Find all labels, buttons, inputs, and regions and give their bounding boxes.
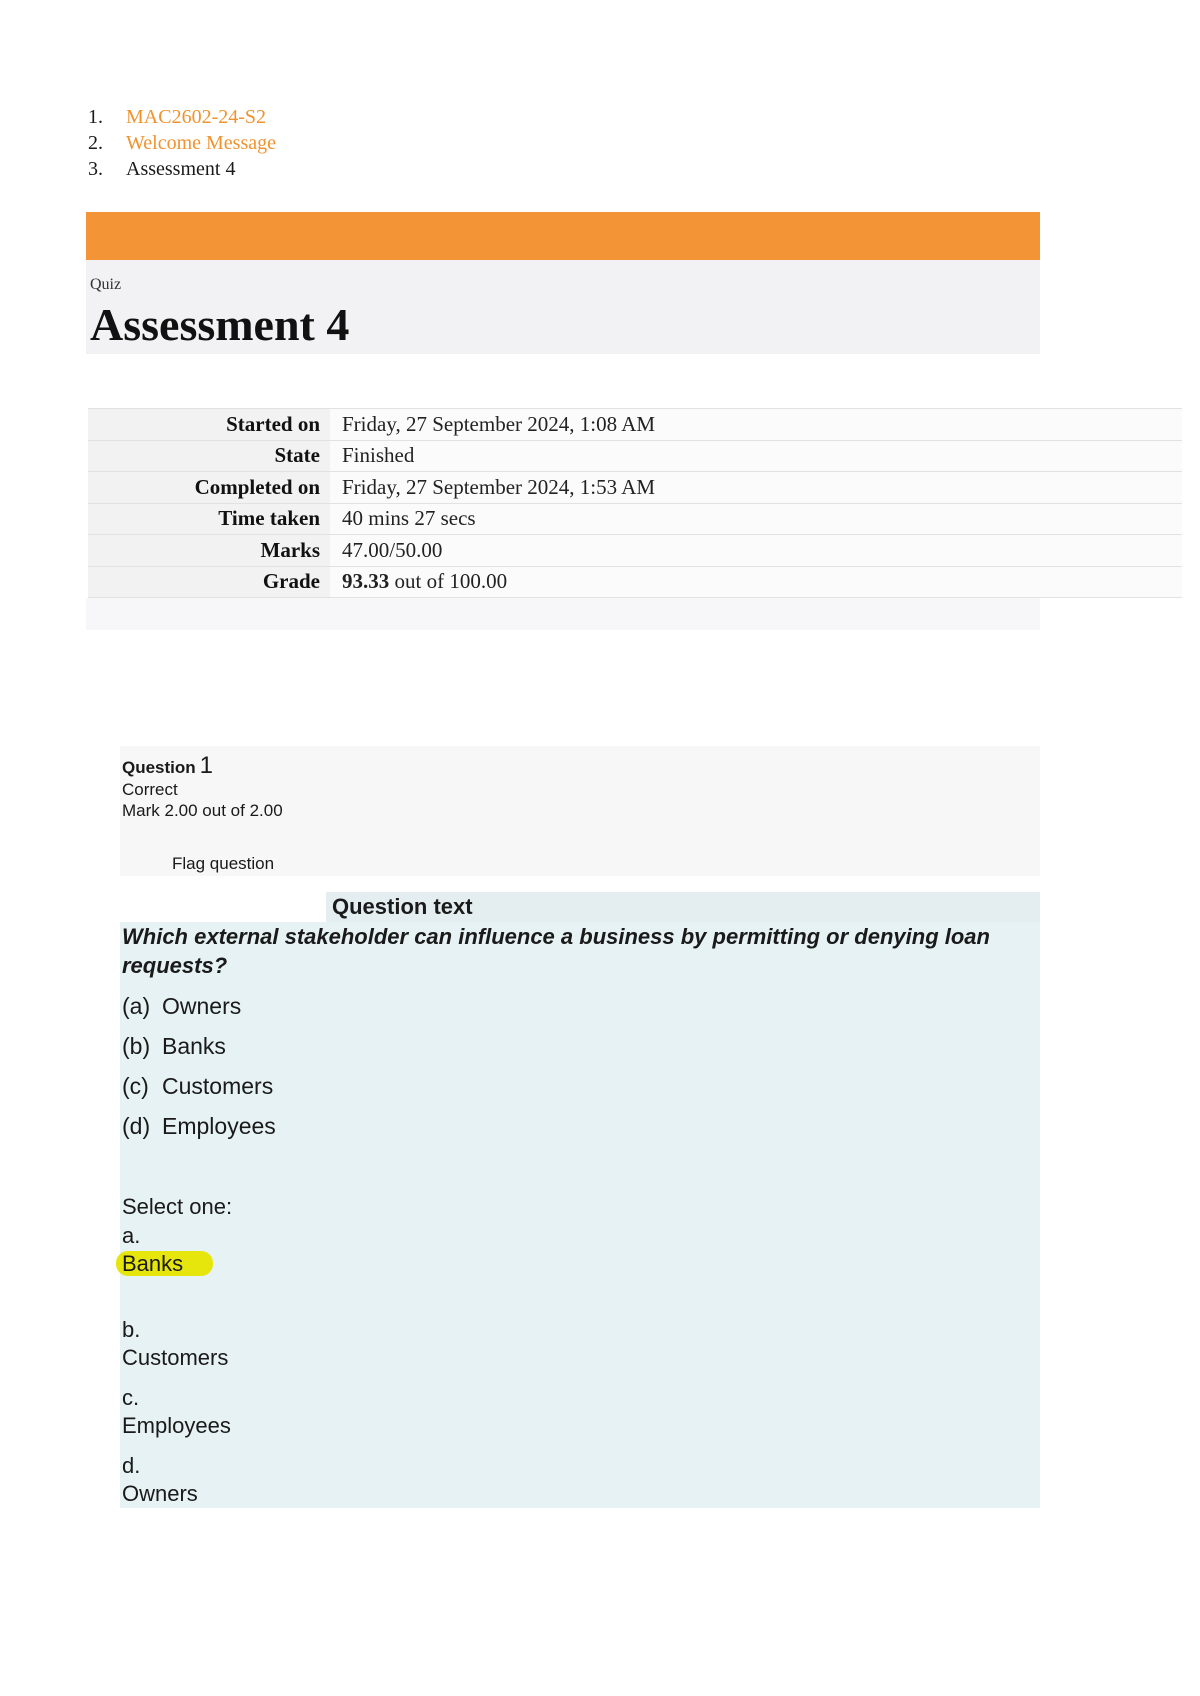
breadcrumb-item-welcome[interactable]: 2. Welcome Message (88, 132, 276, 154)
summary-row-started (88, 409, 1182, 441)
summary-label: Started on (88, 409, 330, 441)
question-info (120, 746, 1040, 876)
answer-letter: c. (122, 1385, 140, 1410)
select-prompt: Select one: (122, 1194, 233, 1219)
page-header (86, 260, 1040, 354)
summary-label: Grade (88, 566, 330, 598)
answer-option-b[interactable] (122, 1316, 228, 1372)
answer-option-d[interactable] (122, 1452, 198, 1508)
question-state: Correct (122, 780, 178, 799)
question-number: Question 1 (122, 752, 214, 779)
answer-label-highlighted: Banks (116, 1251, 213, 1276)
summary-row-marks (88, 535, 1182, 567)
summary-value: Finished (330, 440, 1182, 472)
summary-row-grade (88, 566, 1182, 598)
breadcrumb-item-course[interactable]: 1. MAC2602-24-S2 (88, 106, 267, 128)
summary-row-completed (88, 472, 1182, 504)
attempt-summary-table (88, 408, 1182, 598)
breadcrumb-link-welcome[interactable]: Welcome Message (126, 132, 276, 154)
summary-label: State (88, 440, 330, 472)
summary-row-state (88, 440, 1182, 472)
list-item: (d) Employees (122, 1113, 276, 1139)
summary-label: Marks (88, 535, 330, 567)
summary-value (330, 566, 1182, 598)
question-options-list (122, 986, 276, 1146)
summary-value: 47.00/50.00 (330, 535, 1182, 567)
flag-question-link[interactable]: Flag question (172, 854, 275, 873)
answer-option-a[interactable] (122, 1222, 213, 1278)
summary-label: Completed on (88, 472, 330, 504)
breadcrumb-current: Assessment 4 (126, 158, 236, 180)
list-item: (b) Banks (122, 1033, 226, 1059)
summary-row-time (88, 503, 1182, 535)
breadcrumb-item-current: 3. Assessment 4 (88, 158, 236, 180)
answer-label: Customers (122, 1345, 229, 1370)
list-item: (c) Customers (122, 1073, 274, 1099)
answer-option-c[interactable] (122, 1384, 231, 1440)
question-text-label: Question text (326, 892, 1040, 922)
header-banner (86, 212, 1040, 260)
grade-score: 93.33 (342, 569, 390, 594)
breadcrumb (88, 104, 276, 182)
breadcrumb-link-course[interactable]: MAC2602-24-S2 (126, 106, 267, 128)
list-item: (a) Owners (122, 993, 242, 1019)
summary-footer (86, 598, 1040, 630)
question-mark: Mark 2.00 out of 2.00 (122, 801, 283, 820)
answer-label: Owners (122, 1481, 198, 1506)
grade-out-of: out of 100.00 (389, 569, 508, 594)
page-title: Assessment 4 (90, 299, 350, 350)
answer-letter: b. (122, 1317, 141, 1342)
question-text: Which external stakeholder can influence a business by permitting or denying loan requests? (122, 924, 990, 978)
activity-type-label: Quiz (90, 276, 122, 293)
answer-letter: d. (122, 1453, 141, 1478)
summary-label: Time taken (88, 503, 330, 535)
summary-value: Friday, 27 September 2024, 1:08 AM (330, 409, 1182, 441)
label-gap (120, 892, 326, 922)
answer-label: Employees (122, 1413, 231, 1438)
summary-value: 40 mins 27 secs (330, 503, 1182, 535)
summary-value: Friday, 27 September 2024, 1:53 AM (330, 472, 1182, 504)
answer-letter: a. (122, 1223, 141, 1248)
divider (1040, 1252, 1046, 1278)
question-content (120, 892, 1040, 1508)
